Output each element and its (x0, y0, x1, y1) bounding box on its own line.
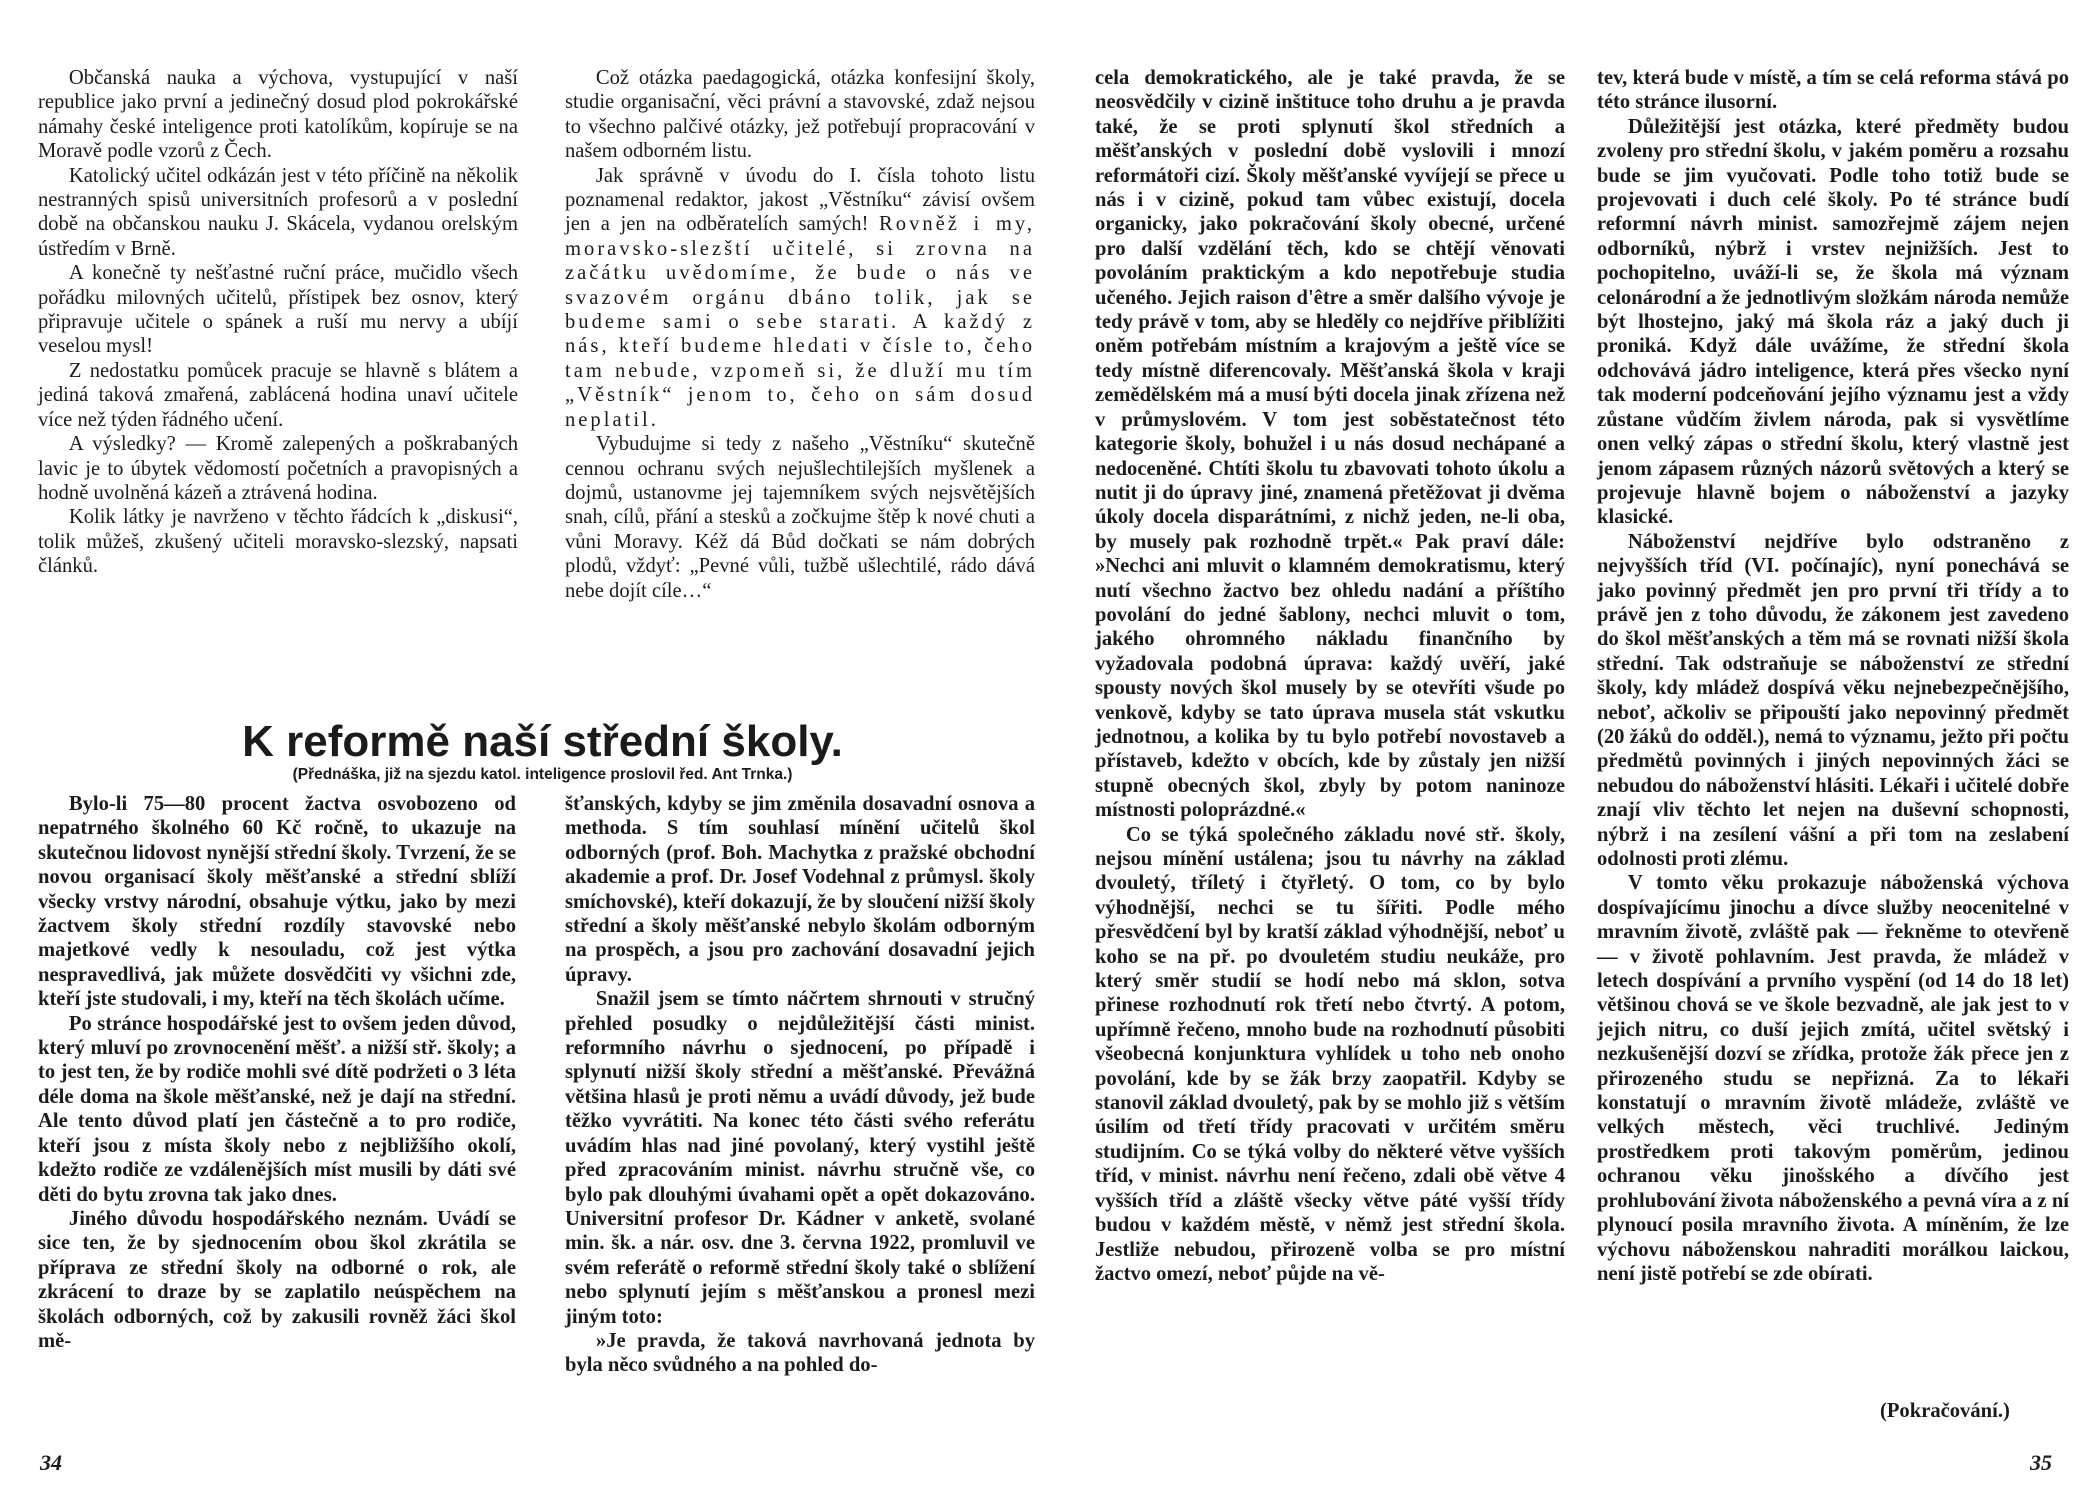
paragraph (565, 164, 1035, 432)
paragraph: Kolik látky je navrženo v těchto řádcích k „diskusi“, tolik můžeš, zkušený učiteli moravsko-slezský, napsati článků. (38, 506, 518, 578)
continuation-note: (Pokračování.) (1880, 1400, 2010, 1422)
page-number-left: 34 (40, 1450, 62, 1475)
paragraph: Po stránce hospodářské jest to ovšem jeden důvod, který mluví po zrovnocenění měšť. a nižší stř. školy; a to jest ten, že by rodiče mohli své dítě podržeti o 3 léta déle doma na škole měšťanské, než je dají na střední. Ale tento důvod platí jen částečně a to pro rodiče, kteří jsou z místa školy nebo z nejbližšího okolí, kdežto rodiče ze vzdálenějších míst musili by dáti své děti do bytu zrovna tak jako dnes. (38, 1012, 516, 1206)
paragraph: V tomto věku prokazuje náboženská výchova dospívajícímu jinochu a dívce služby neocenitelné v mravním životě, zvláště pak — řekněme to otevřeně — v životě pohlavním. Jest pravda, že mládež v letech dospívání a prvního vyspění (od 14 do 18 let) většinou chová se ve škole bezvadně, ale jak jest to v jejich nitru, co duší jejich zmítá, učitel světský i nezkušenější dozví se zřídka, protože žák přece jen z přirozeného studu se nepřizná. Za to lékaři konstatují o mravním životě mládeže, zvláště ve velkých městech, věci truchlivé. Jediným prostředkem proti takovým poměrům, jedinou ochranou věku jinošského a dívčího jest prohlubování života náboženského a pevná víra a z ní plynoucí posila mravního života. A míněním, že lze výchovu náboženskou nahraditi morálkou laickou, není jistě potřebí se zde obírati. (1597, 872, 2069, 1285)
page-number-right: 35 (2030, 1450, 2052, 1475)
paragraph: Vybudujme si tedy z našeho „Věstníku“ skutečně cennou ochranu svých nejušlechtilejších myšlenek a dojmů, ustanovme jej tajemníkem svých nejsvětějších snah, cílů, přání a stesků a zočkujme štěp k nové chuti a vůni Moravy. Kéž dá Bůd dočkati se nám dobrých plodů, vždyť: „Pevné vůli, tužbě ušlechtilé, rádo dává nebe dojít cíle…“ (565, 433, 1035, 602)
right-column-1 (1095, 66, 1565, 1286)
paragraph: Katolický učitel odkázán jest v této příčině na několik nestranných spisů universitních profesorů a v poslední době na občanskou nauku J. Skácela, vydanou orelským ústředím v Brně. (38, 164, 518, 260)
left-upper-column-1 (38, 66, 518, 579)
paragraph: Občanská nauka a výchova, vystupující v naší republice jako první a jedinečný dosud plod pokrokářské námahy české inteligence proti katolíkům, kopíruje se na Moravě podle vzorů z Čech. (38, 67, 518, 163)
left-lower-column-2 (565, 792, 1035, 1378)
paragraph: »Je pravda, že taková navrhovaná jednota by byla něco svůdného a na pohled do- (565, 1329, 1035, 1377)
paragraph: šťanských, kdyby se jim změnila dosavadní osnova a methoda. S tím souhlasí mínění učitelů škol odborných (prof. Boh. Machytka z pražské obchodní akademie a prof. Dr. Josef Vodehnal z průmysl. školy smíchovské), kteří dokazují, že by sloučení nižší školy střední a školy měšťanské nebylo školám odborným na prospěch, a jsou pro zachování dosavadní jejich úpravy. (565, 793, 1035, 986)
paragraph: Což otázka paedagogická, otázka konfesijní školy, studie organisační, věci právní a stavovské, zdaž nejsou to všechno palčivé otázky, jež potřebují propracování v našem odborném listu. (565, 67, 1035, 163)
paragraph: A výsledky? — Kromě zalepených a poškrabaných lavic je to úbytek vědomostí početních a pravopisných a hodně uvolněná kázeň a ztrávená hodina. (38, 433, 518, 504)
left-upper-column-2 (565, 66, 1035, 603)
paragraph: cela demokratického, ale je také pravda, že se neosvědčily v cizině inštituce toho druhu a je pravda také, že se proti splynutí škol středních a měšťanských v poslední době vyslovili i mnozí reformátoři cizí. Školy měšťanské vyvíjejí se přece u nás i v cizině, pokud tam vůbec existují, docela organicky, jako pokračování školy obecné, určené pro další vzdělání těch, kdo se chtějí věnovati povoláním praktickým a kdo nepotřebuje studia učeného. Jejich raison d'être a směr dalšího vývoje je tedy právě v tom, aby se hleděly co nejdříve přiblížiti oněm potřebám místním a krajovým a ještě více se tedy místně diferencovaly. Měšťanská škola v kraji zemědělském má a musí býti docela jinak zřízena než v průmyslovém. V tom jest soběstatečnost této kategorie školy, bohužel i u nás dosud nechápané a nedoceněné. Chtíti školu tu zbavovati tohoto úkolu a nutit ji do úpravy jiné, znamená přetěžovat ji dvěma úkoly docela disparátními, z nichž jeden, ne-li oba, by musely pak rozhodně trpět.« Pak praví dále: »Nechci ani mluvit o klamném demokratismu, který nutí všechno žactvo bez ohledu nadání a příštího povolání do jedné šablony, nechci mluvit o tom, jakého ohromného nákladu finančního by vyžadovala podobná úprava: každý uvěří, jaké spousty nových škol musely by se otevříti všude po venkově, kdyby se tato úprava musela stát vskutku jednotnou, a kolika by tu bylo potřebí novostaveb a přístaveb, kdežto v obcích, kde by zůstaly jen nižší stupně obecných škol, zbyly by potom naninoze místnosti poloprázdné.« (1095, 67, 1565, 822)
paragraph: Snažil jsem se tímto náčrtem shrnouti v stručný přehled posudky o nejdůležitější části minist. reformního návrhu o sjednocení, po případě i splynutí nižší školy střední a měšťanské. Převážná většina hlasů je proti němu a uvádí důvody, jež bude těžko vyvrátiti. Na konec této části svého referátu uvádím hlas nad jiné povolaný, který vystihl ještě před zpracováním minist. návrhu stručně vše, co bylo pak dlouhými úvahami opět a opět dokazováno. Universitní profesor Dr. Kádner v anketě, svolané min. šk. a nár. osv. dne 3. června 1922, promluvil ve svém referátě o reformě střední školy také o sblížení nebo splynutí jejím s měšťanskou a pronesl mezi jiným toto: (565, 988, 1035, 1328)
paragraph: Jiného důvodu hospodářského neznám. Uvádí se sice ten, že by sjednocením obou škol zkrátila se příprava ze střední školy na odborné o rok, ale zkrácení to draze by se zaplatilo neúspěchem na školách odborných, což by zakusili rovněž žáci škol mě- (38, 1207, 516, 1352)
paragraph: Co se týká společného základu nové stř. školy, nejsou mínění ustálena; jsou tu návrhy na základ dvouletý, tříletý i čtyřletý. O tom, co by bylo výhodnější, nechci se tu šířiti. Podle mého přesvědčení byl by kratší základ výhodnější, neboť u koho se na př. po dvouletém studiu neukáže, pro který směr studií se hodí nebo má sklon, sotva přinese rozhodnutí rok třetí nebo čtvrtý. A potom, upřímně řečeno, mnoho bude na rozhodnutí působiti všeobecná konjunktura vyhlídek u toho neb onoho povolání, kde by se žák brzy zaopatřil. Kdyby se stanovil základ dvouletý, pak by se mohlo již s větším úsilím od třetí třídy pracovati v určitém směru studijním. Co se týká volby do některé větve vyšších tříd, v minist. návrhu není řečeno, zdali obě větve 4 vyšších tříd a zláště všecky větve páté vyšší třídy budou v každém městě, v němž jest střední škola. Jestliže nebudou, přirozeně volba se pro místní žactvo omezí, neboť půjde na vě- (1095, 823, 1565, 1285)
paragraph: Důležitější jest otázka, které předměty budou zvoleny pro střední školu, v jakém poměru a rozsahu bude se jim vyučovati. Podle toho totiž bude se projevovati i duch celé školy. Po té stránce budí reformní návrh minist. samozřejmě zájem nejen odborníků, nýbrž i vrstev nejnižších. Jest to pochopitelno, uváží-li se, že škola má význam celonárodní a že jednotlivým složkám národa nemůže být lhostejno, jaký má škola ráz a jaký duch ji proniká. Když dále uvážíme, že střední škola odchovává jádro inteligence, která přes všecko nyní tak moderní podceňování jejího významu jest a vždy zůstane vůdčím živlem národa, pak si vysvětlíme onen velký zápas o střední školu, který vlastně jest jenom zápasem různých názorů světových a který se projevuje hlavně bojem o náboženství a jazyky klasické. (1597, 115, 2069, 529)
paragraph-lead: Jak správně v úvodu do I. čísla tohoto listu poznamenal redaktor, jakost „Věstníku“ závisí ovšem jen a jen na odběratelích samých! (565, 164, 1035, 236)
paragraph: Náboženství nejdříve bylo odstraněno z nejvyšších tříd (VI. počínajíc), nyní ponechává se jako povinný předmět jen pro první tři třídy a to právě jen z toho důvodu, že zákonem jest zavedeno do škol měšťanských a těm má se rovnati nižší škola střední. Tak odstraňuje se náboženství ze střední školy, kdy mládež dospívá věku nejnebezpečnějšího, neboť, ačkoliv se připouští jako nepovinný předmět (20 žáků do odděl.), nemá to významu, ježto při počtu předmětů povinných i jiných nepovinných žáci se nebudou do náboženství hlásiti. Lékaři i učitelé dobře znají vliv těchto let nejen na duševní schopnosti, nýbrž i na zesílení vášní a při tom na zeslabení odolnosti proti zlému. (1597, 530, 2069, 870)
spaced-emphasis: Rovněž i my, moravsko-slezští učitelé, si zrovna na začátku uvědomíme, že bude o nás ve svazovém orgánu dbáno tolik, jak se budeme sami o sebe starati. A každý z nás, kteří budeme hledati v čísle to, čeho tam nebude, vzpomeň si, že dluží mu tím „Věstník“ jenom to, čeho on sám dosud neplatil. (565, 213, 1035, 431)
paragraph: tev, která bude v místě, a tím se celá reforma stává po této stránce ilusorní. (1597, 67, 2069, 114)
right-column-2 (1597, 66, 2069, 1286)
article-subtitle: (Přednáška, již na sjezdu katol. inteligence proslovil řed. Ant Trnka.) (292, 766, 793, 783)
paragraph: A konečně ty nešťastné ruční práce, mučidlo všech pořádku milovných učitelů, přístipek bez osnov, který připravuje učitele o spánek a ruší mu nervy a ubíjí veselou mysl! (38, 262, 518, 358)
paragraph: Bylo-li 75—80 procent žactva osvobozeno od nepatrného školného 60 Kč ročně, to ukazuje na skutečnou lidovost nynější střední školy. Tvrzení, že se novou organisací školy měšťanské a střední sblíží všecky vrstvy národní, obsahuje výtku, jako by mezi žactvem školy střední rozdíly stavovské nebo majetkové vedly k nesouladu, což jest výtka nespravedlivá, jak můžete dosvědčiti vy všichni zde, kteří jste studovali, i my, kteří na těch školách učíme. (38, 793, 516, 1011)
left-lower-column-1 (38, 792, 516, 1353)
paragraph: Z nedostatku pomůcek pracuje se hlavně s blátem a jediná taková zmařená, zablácená hodina unaví učitele více než týden řádného učení. (38, 359, 518, 431)
article-title: K reformě naší střední školy. (242, 717, 843, 766)
